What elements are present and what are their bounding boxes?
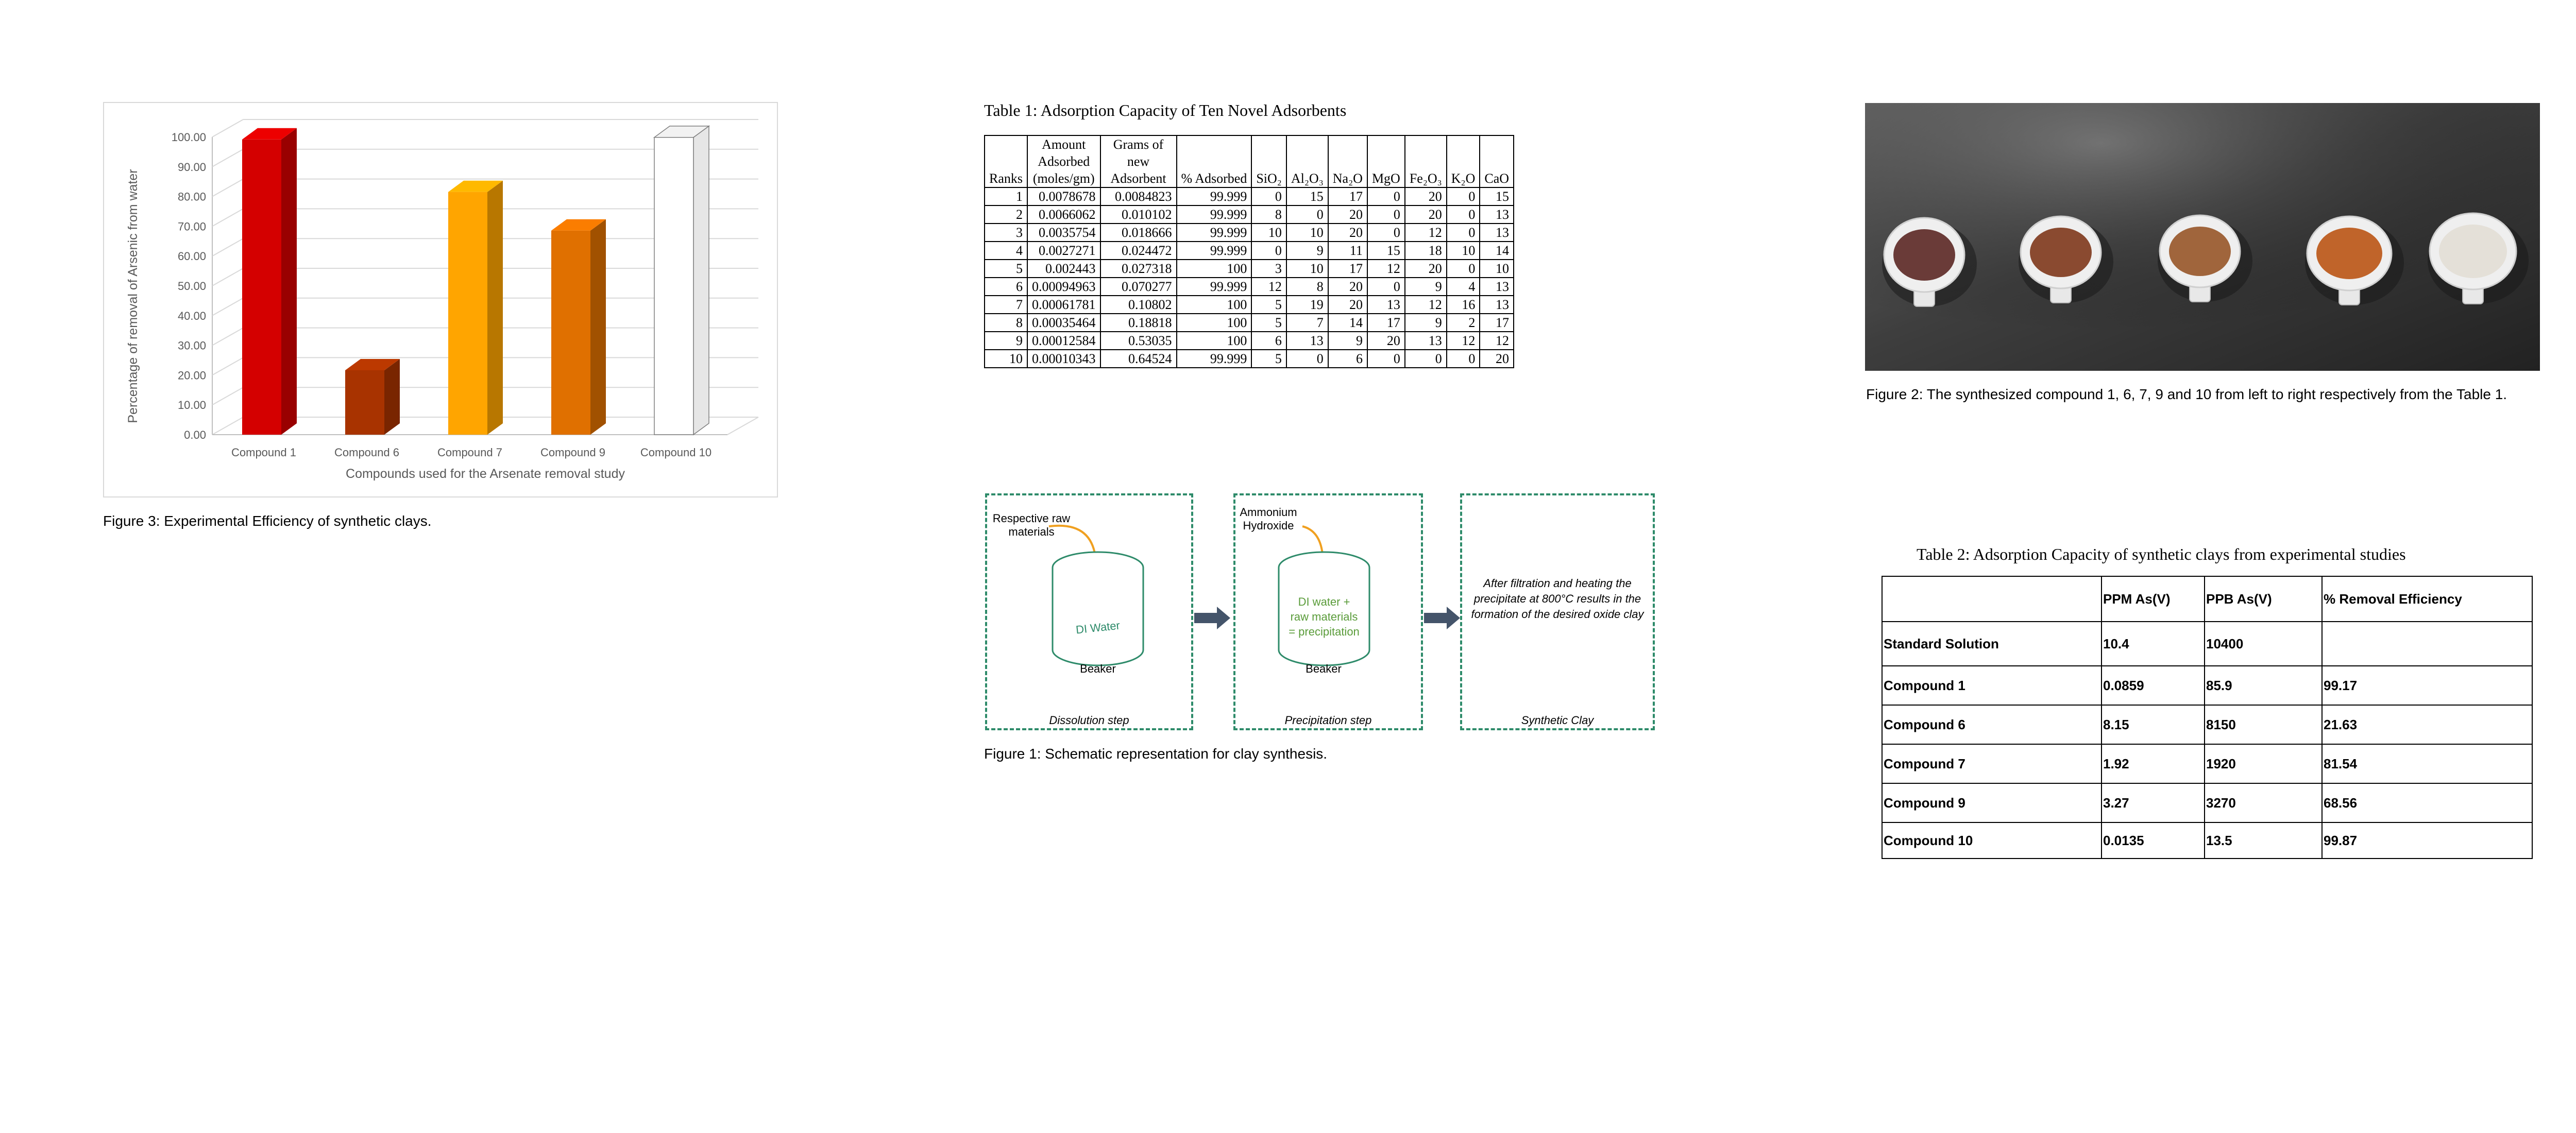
table-cell: 0.024472 bbox=[1100, 242, 1177, 260]
table-cell: 0.0066062 bbox=[1027, 205, 1100, 224]
table-cell: 0 bbox=[1367, 224, 1405, 242]
bar-side bbox=[487, 181, 503, 435]
table-cell: 0 bbox=[1405, 350, 1447, 368]
table-cell: 100 bbox=[1177, 332, 1252, 350]
table-cell: 11 bbox=[1328, 242, 1367, 260]
table-cell: 12 bbox=[1367, 260, 1405, 278]
table-cell: 0.0027271 bbox=[1027, 242, 1100, 260]
table-cell: 12 bbox=[1480, 332, 1514, 350]
table1-header-cell: Grams of new Adsorbent bbox=[1100, 135, 1177, 187]
table-cell: 10 bbox=[1286, 224, 1328, 242]
table-cell bbox=[1882, 576, 2102, 622]
table-cell: 2 bbox=[985, 205, 1027, 224]
table-cell: 18 bbox=[1405, 242, 1447, 260]
table-cell: 99.999 bbox=[1177, 278, 1252, 296]
y-tick-label: 60.00 bbox=[177, 250, 206, 263]
table1-header-cell: K₂O bbox=[1447, 135, 1480, 187]
table-cell: 0 bbox=[1367, 205, 1405, 224]
gridline-side bbox=[212, 119, 243, 137]
table-cell: 5 bbox=[1251, 314, 1286, 332]
table-cell: 10.4 bbox=[2102, 622, 2205, 666]
table-cell: 0 bbox=[1447, 187, 1480, 205]
table-cell: 13 bbox=[1405, 332, 1447, 350]
y-tick-label: 40.00 bbox=[177, 309, 206, 322]
table-cell: 0.027318 bbox=[1100, 260, 1177, 278]
table-cell: 17 bbox=[1480, 314, 1514, 332]
table-cell: 6 bbox=[1251, 332, 1286, 350]
precipitation-step-label: Precipitation step bbox=[1284, 714, 1372, 727]
table-cell: 20 bbox=[1367, 332, 1405, 350]
gridline-side bbox=[212, 357, 243, 375]
y-axis-title: Percentage of removal of Arsenic from water bbox=[126, 169, 140, 423]
table-row bbox=[985, 205, 1514, 224]
table-cell: 0 bbox=[1367, 278, 1405, 296]
x-category-label: Compound 1 bbox=[231, 446, 296, 459]
table-cell: 0.53035 bbox=[1100, 332, 1177, 350]
bar bbox=[551, 231, 590, 435]
table-cell: 0.00012584 bbox=[1027, 332, 1100, 350]
table-cell: 7 bbox=[1286, 314, 1328, 332]
table-row bbox=[1882, 822, 2532, 859]
table-cell: 8 bbox=[1286, 278, 1328, 296]
table-row bbox=[1882, 744, 2532, 783]
y-tick-label: 80.00 bbox=[177, 190, 206, 203]
table-cell: 8 bbox=[1251, 205, 1286, 224]
table-cell: 6 bbox=[1328, 350, 1367, 368]
table-cell: 0 bbox=[1286, 350, 1328, 368]
table-cell: 0 bbox=[1367, 350, 1405, 368]
table2-title: Table 2: Adsorption Capacity of synthetic clays from experimental studies bbox=[1917, 545, 2406, 563]
table-cell: 20 bbox=[1405, 205, 1447, 224]
gridline-side bbox=[212, 149, 243, 167]
table-cell: 0.00094963 bbox=[1027, 278, 1100, 296]
table-cell: 20 bbox=[1405, 260, 1447, 278]
bar-side bbox=[693, 126, 709, 435]
table2 bbox=[1882, 576, 2533, 859]
table-cell: Compound 7 bbox=[1882, 744, 2102, 783]
gridline-side bbox=[212, 209, 243, 226]
table-cell: 13 bbox=[1367, 296, 1405, 314]
precipitation-step-box bbox=[1233, 493, 1423, 730]
table-cell: 81.54 bbox=[2322, 744, 2532, 783]
table1-header-row bbox=[985, 135, 1514, 187]
table-cell: 15 bbox=[1286, 187, 1328, 205]
table-cell: 20 bbox=[1328, 205, 1367, 224]
table1-header-cell: % Adsorbed bbox=[1177, 135, 1252, 187]
dissolution-step-box bbox=[985, 493, 1193, 730]
table-cell: 2 bbox=[1447, 314, 1480, 332]
table-row bbox=[985, 278, 1514, 296]
table-row bbox=[1882, 705, 2532, 744]
table-cell: 99.999 bbox=[1177, 350, 1252, 368]
table-cell: Compound 10 bbox=[1882, 822, 2102, 859]
y-tick-label: 30.00 bbox=[177, 339, 206, 352]
table-cell: 8.15 bbox=[2102, 705, 2205, 744]
table-cell: 10400 bbox=[2205, 622, 2322, 666]
x-category-label: Compound 9 bbox=[540, 446, 605, 459]
table-cell: 0.010102 bbox=[1100, 205, 1177, 224]
table-cell: 0 bbox=[1447, 224, 1480, 242]
table-cell bbox=[2322, 622, 2532, 666]
table-cell: 9 bbox=[1405, 314, 1447, 332]
table-cell: 99.999 bbox=[1177, 242, 1252, 260]
table-cell: 100 bbox=[1177, 296, 1252, 314]
table-cell: 20 bbox=[1328, 278, 1367, 296]
table-cell: 10 bbox=[1447, 242, 1480, 260]
table-cell: 99.999 bbox=[1177, 224, 1252, 242]
table-cell: PPM As(V) bbox=[2102, 576, 2205, 622]
table-cell: 16 bbox=[1447, 296, 1480, 314]
y-tick-label: 70.00 bbox=[177, 220, 206, 233]
arrow-right-icon bbox=[1194, 607, 1230, 629]
table-cell: 10 bbox=[985, 350, 1027, 368]
table-cell: 13 bbox=[1286, 332, 1328, 350]
ammonium-hydroxide-label: Ammonium Hydroxide bbox=[1240, 506, 1297, 532]
table-cell: 0.0859 bbox=[2102, 666, 2205, 705]
synthetic-clay-description: After filtration and heating the precipitate at 800°C results in the formation of the desired oxide clay bbox=[1471, 577, 1644, 621]
table-cell: 0.0084823 bbox=[1100, 187, 1177, 205]
raw-materials-label: Respective raw materials bbox=[992, 512, 1071, 538]
table-cell: 0.002443 bbox=[1027, 260, 1100, 278]
table-cell: 0.00035464 bbox=[1027, 314, 1100, 332]
table-cell: 3.27 bbox=[2102, 783, 2205, 822]
table-cell: 14 bbox=[1328, 314, 1367, 332]
synthetic-clay-step-label: Synthetic Clay bbox=[1521, 714, 1594, 727]
gridline-side bbox=[212, 179, 243, 197]
table-cell: 0.070277 bbox=[1100, 278, 1177, 296]
table-cell: 99.87 bbox=[2322, 822, 2532, 859]
bar bbox=[345, 370, 384, 435]
table-row bbox=[985, 224, 1514, 242]
table1-header-cell: Amount Adsorbed (moles/gm) bbox=[1027, 135, 1100, 187]
table-row bbox=[985, 296, 1514, 314]
table-cell: 13 bbox=[1480, 296, 1514, 314]
table-cell: 20 bbox=[1480, 350, 1514, 368]
synthetic-clay-step-box bbox=[1460, 493, 1655, 730]
y-tick-label: 20.00 bbox=[177, 369, 206, 382]
table-cell: 17 bbox=[1328, 260, 1367, 278]
table1-header-cell: Fe₂O₃ bbox=[1405, 135, 1447, 187]
table1-header-cell: Al₂O₃ bbox=[1286, 135, 1328, 187]
table-cell: 13 bbox=[1480, 205, 1514, 224]
table-cell: 1 bbox=[985, 187, 1027, 205]
table-cell: 7 bbox=[985, 296, 1027, 314]
sample bbox=[2030, 228, 2092, 277]
bar-side bbox=[281, 128, 297, 435]
table-cell: 8 bbox=[985, 314, 1027, 332]
figure3-chart-panel bbox=[103, 102, 778, 497]
y-tick-label: 50.00 bbox=[177, 280, 206, 293]
table-cell: 9 bbox=[1328, 332, 1367, 350]
table-cell: 1.92 bbox=[2102, 744, 2205, 783]
sample bbox=[1893, 229, 1955, 281]
table-cell: 20 bbox=[1328, 224, 1367, 242]
table-cell: 12 bbox=[1251, 278, 1286, 296]
arrow-right-icon bbox=[1424, 607, 1460, 629]
table-cell: 0 bbox=[1251, 187, 1286, 205]
table-cell: 0.00061781 bbox=[1027, 296, 1100, 314]
bar-side bbox=[384, 359, 400, 435]
table-cell: 0 bbox=[1447, 205, 1480, 224]
table-cell: 0 bbox=[1251, 242, 1286, 260]
table-cell: 8150 bbox=[2205, 705, 2322, 744]
beaker-label: Beaker bbox=[1306, 662, 1342, 675]
bar bbox=[654, 138, 693, 435]
figure1-caption: Figure 1: Schematic representation for clay synthesis. bbox=[984, 746, 1328, 762]
table-cell: 100 bbox=[1177, 314, 1252, 332]
table-cell: 17 bbox=[1328, 187, 1367, 205]
x-category-label: Compound 7 bbox=[437, 446, 502, 459]
table-cell: Standard Solution bbox=[1882, 622, 2102, 666]
table-cell: 9 bbox=[1286, 242, 1328, 260]
table-cell: 0 bbox=[1447, 260, 1480, 278]
table-cell: 0 bbox=[1447, 350, 1480, 368]
y-tick-label: 10.00 bbox=[177, 399, 206, 412]
beaker-icon bbox=[987, 495, 1191, 728]
table1-header-cell: MgO bbox=[1367, 135, 1405, 187]
sample bbox=[2439, 225, 2507, 278]
gridline-side bbox=[212, 417, 243, 435]
table-cell: 12 bbox=[1447, 332, 1480, 350]
table-cell: 3 bbox=[985, 224, 1027, 242]
table-cell: 5 bbox=[985, 260, 1027, 278]
table-cell: 10 bbox=[1251, 224, 1286, 242]
table-cell: 12 bbox=[1405, 296, 1447, 314]
table-cell: 0.00010343 bbox=[1027, 350, 1100, 368]
table-cell: % Removal Efficiency bbox=[2322, 576, 2532, 622]
table-cell: 0.0035754 bbox=[1027, 224, 1100, 242]
table-cell: 3270 bbox=[2205, 783, 2322, 822]
y-tick-label: 90.00 bbox=[177, 160, 206, 174]
table-cell: PPB As(V) bbox=[2205, 576, 2322, 622]
y-tick-label: 100.00 bbox=[171, 131, 206, 144]
table-cell: 14 bbox=[1480, 242, 1514, 260]
figure3-bar-chart bbox=[104, 103, 777, 496]
table-row bbox=[985, 314, 1514, 332]
table-cell: 6 bbox=[985, 278, 1027, 296]
table1-header-cell: CaO bbox=[1480, 135, 1514, 187]
table-cell: 3 bbox=[1251, 260, 1286, 278]
table1-header-cell: SiO₂ bbox=[1251, 135, 1286, 187]
table-cell: 19 bbox=[1286, 296, 1328, 314]
x-axis-title: Compounds used for the Arsenate removal study bbox=[346, 467, 625, 481]
bar-side bbox=[590, 219, 606, 435]
table-cell: 20 bbox=[1405, 187, 1447, 205]
table-cell: 100 bbox=[1177, 260, 1252, 278]
table-cell: 85.9 bbox=[2205, 666, 2322, 705]
precipitation-content-label: DI water + raw materials = precipitation bbox=[1289, 595, 1360, 638]
gridline-side bbox=[212, 298, 243, 316]
table-cell: 4 bbox=[1447, 278, 1480, 296]
table-cell: 0.0078678 bbox=[1027, 187, 1100, 205]
table-cell: 0.0135 bbox=[2102, 822, 2205, 859]
table-cell: 9 bbox=[985, 332, 1027, 350]
gridline-side bbox=[212, 268, 243, 286]
floor-edge bbox=[727, 417, 758, 435]
table-cell: 5 bbox=[1251, 296, 1286, 314]
table2-header-row bbox=[1882, 576, 2532, 622]
table-cell: 9 bbox=[1405, 278, 1447, 296]
table-cell: 4 bbox=[985, 242, 1027, 260]
dissolution-step-label: Dissolution step bbox=[1049, 714, 1129, 727]
table-cell: 1920 bbox=[2205, 744, 2322, 783]
sample bbox=[2316, 228, 2382, 279]
figure3-caption: Figure 3: Experimental Efficiency of synthetic clays. bbox=[103, 513, 432, 529]
table-cell: 13 bbox=[1480, 278, 1514, 296]
table-cell: 68.56 bbox=[2322, 783, 2532, 822]
table-row bbox=[985, 350, 1514, 368]
table-cell: 5 bbox=[1251, 350, 1286, 368]
table-cell: 0.18818 bbox=[1100, 314, 1177, 332]
di-water-label: DI Water bbox=[1075, 619, 1121, 637]
table1 bbox=[984, 135, 1514, 368]
gridline-side bbox=[212, 328, 243, 346]
table-cell: 0.64524 bbox=[1100, 350, 1177, 368]
table-row bbox=[985, 187, 1514, 205]
table1-header-cell: Na₂O bbox=[1328, 135, 1367, 187]
bar bbox=[242, 140, 281, 435]
table-cell: Compound 1 bbox=[1882, 666, 2102, 705]
table-cell: 10 bbox=[1286, 260, 1328, 278]
table-row bbox=[1882, 666, 2532, 705]
table-cell: 15 bbox=[1367, 242, 1405, 260]
figure2-caption: Figure 2: The synthesized compound 1, 6, 7, 9 and 10 from left to right respectively from the Table 1. bbox=[1866, 386, 2507, 402]
table-row bbox=[985, 260, 1514, 278]
table1-title: Table 1: Adsorption Capacity of Ten Novel Adsorbents bbox=[984, 101, 1347, 119]
table-cell: 99.999 bbox=[1177, 205, 1252, 224]
table-cell: 17 bbox=[1367, 314, 1405, 332]
table-cell: 13.5 bbox=[2205, 822, 2322, 859]
table-cell: 0.10802 bbox=[1100, 296, 1177, 314]
table-row bbox=[985, 332, 1514, 350]
table-cell: 0.018666 bbox=[1100, 224, 1177, 242]
table1-header-cell: Ranks bbox=[985, 135, 1027, 187]
sample bbox=[2169, 227, 2231, 276]
table-cell: Compound 6 bbox=[1882, 705, 2102, 744]
table-cell: 0 bbox=[1367, 187, 1405, 205]
table-cell: 99.999 bbox=[1177, 187, 1252, 205]
figure2-photo bbox=[1865, 103, 2540, 371]
table-cell: 15 bbox=[1480, 187, 1514, 205]
table-cell: 0 bbox=[1286, 205, 1328, 224]
table-cell: 12 bbox=[1405, 224, 1447, 242]
table-row bbox=[1882, 783, 2532, 822]
table-cell: 10 bbox=[1480, 260, 1514, 278]
x-category-label: Compound 6 bbox=[334, 446, 399, 459]
y-tick-label: 0.00 bbox=[184, 428, 206, 441]
gridline-side bbox=[212, 238, 243, 256]
bar bbox=[448, 192, 487, 435]
table-row bbox=[1882, 622, 2532, 666]
table-cell: 99.17 bbox=[2322, 666, 2532, 705]
beaker-label: Beaker bbox=[1080, 662, 1116, 675]
x-category-label: Compound 10 bbox=[640, 446, 712, 459]
table-cell: 21.63 bbox=[2322, 705, 2532, 744]
gridline-side bbox=[212, 387, 243, 405]
table-cell: 13 bbox=[1480, 224, 1514, 242]
table-cell: Compound 9 bbox=[1882, 783, 2102, 822]
table-cell: 20 bbox=[1328, 296, 1367, 314]
table-row bbox=[985, 242, 1514, 260]
